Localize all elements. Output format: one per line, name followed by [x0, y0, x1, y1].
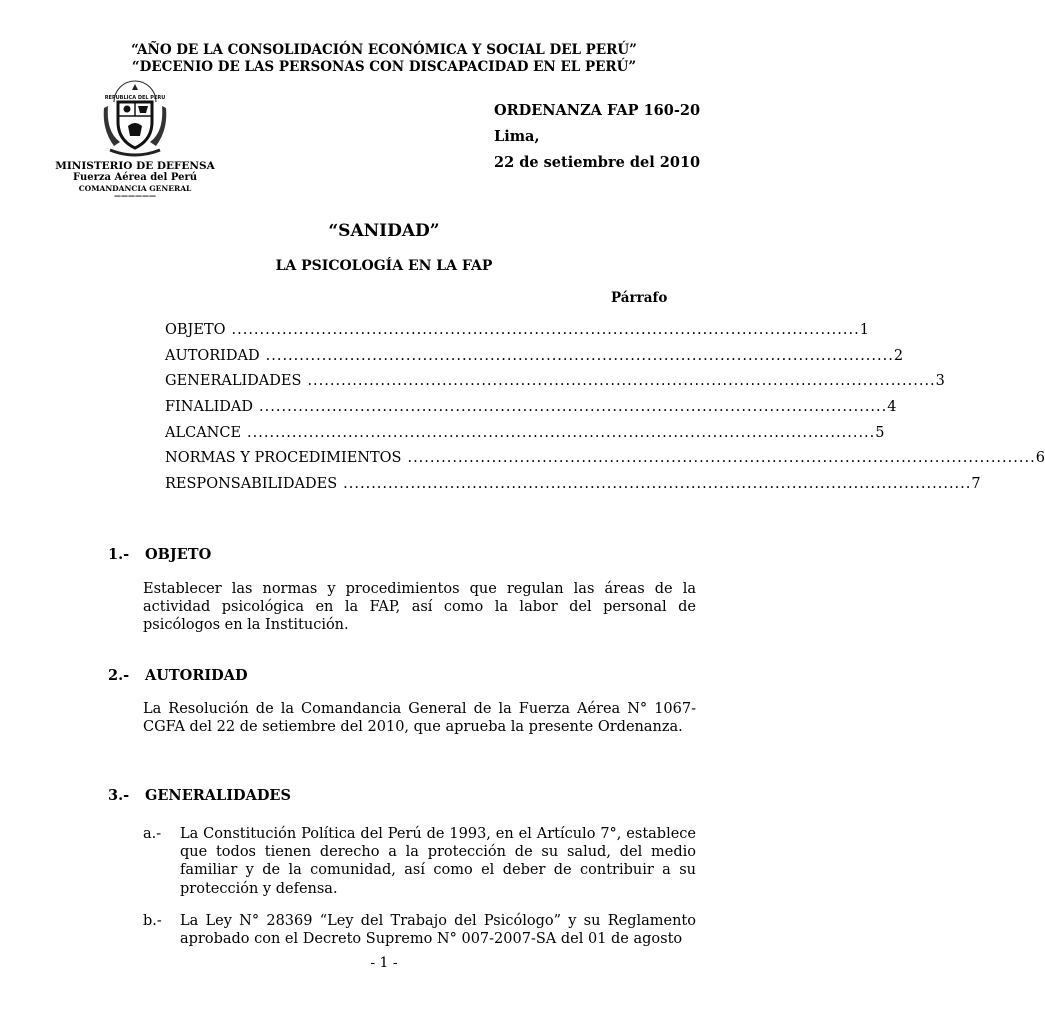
toc-label: AUTORIDAD — [165, 347, 260, 364]
toc-label: FINALIDAD — [165, 399, 254, 416]
toc-leader: ................................................................................................................ — [259, 399, 888, 416]
toc-row — [165, 373, 945, 399]
toc-number: 3 — [935, 373, 945, 390]
toc-number: 2 — [893, 347, 904, 364]
ministry-name: MINISTERIO DE DEFENSA — [55, 160, 215, 172]
section-heading-autoridad — [108, 667, 248, 684]
toc-number: 5 — [875, 424, 885, 441]
list-item-marker: a.- — [143, 826, 162, 842]
section-number: 1.- — [108, 546, 130, 563]
toc-leader: ................................................................................................................ — [265, 347, 894, 364]
toc-label: ALCANCE — [165, 424, 242, 441]
toc-number: 7 — [971, 476, 981, 493]
toc-row — [165, 450, 1045, 476]
toc-leader: ................................................................................................................ — [231, 322, 860, 338]
list-item-text: La Constitución Política del Perú de 1993, en el Artículo 7°, establece que todos tienen derecho a la protección de su salud, del medio familiar y de la comunidad, así como el deber de contribuir a su protección y defensa. — [180, 826, 696, 897]
motto-line-2: “DECENIO DE LAS PERSONAS CON DISCAPACIDAD EN EL PERÚ” — [131, 59, 637, 75]
toc-number: 4 — [887, 399, 897, 416]
toc-label: OBJETO — [165, 322, 226, 338]
motto-line-1: “AÑO DE LA CONSOLIDACIÓN ECONÓMICA Y SOCIAL DEL PERÚ” — [131, 42, 637, 58]
toc-row — [165, 347, 904, 374]
toc-row — [165, 399, 897, 425]
order-date: 22 de setiembre del 2010 — [494, 154, 701, 171]
section-number: 3.- — [108, 787, 130, 804]
list-item-marker: b.- — [143, 913, 162, 929]
table-of-contents — [165, 322, 1045, 502]
list-item-text: La Ley N° 28369 “Ley del Trabajo del Psicólogo” y su Reglamento aprobado con el Decreto Supremo N° 007-2007-SA del 01 de agosto — [180, 913, 696, 948]
list-item — [143, 825, 696, 898]
toc-label: GENERALIDADES — [165, 373, 302, 390]
page-number: - 1 - — [370, 955, 398, 971]
order-place: Lima, — [494, 128, 540, 145]
document-title: “SANIDAD” — [328, 221, 440, 241]
header-divider: —————— — [114, 191, 156, 200]
section-title: GENERALIDADES — [145, 787, 291, 804]
toc-leader: ................................................................................................................ — [307, 373, 936, 390]
section-number: 2.- — [108, 667, 130, 684]
toc-row — [165, 476, 981, 502]
section-heading-generalidades — [108, 787, 291, 804]
coat-of-arms-icon — [100, 80, 170, 160]
toc-leader: ................................................................................................................ — [407, 450, 1036, 467]
toc-leader: ................................................................................................................ — [343, 476, 972, 493]
toc-row — [165, 322, 869, 348]
toc-label: NORMAS Y PROCEDIMIENTOS — [165, 450, 402, 467]
toc-leader: ................................................................................................................ — [247, 424, 876, 441]
toc-row — [165, 424, 885, 451]
crest-text: REPUBLICA DEL PERU — [104, 95, 166, 101]
section-title: AUTORIDAD — [145, 667, 248, 684]
command-name: COMANDANCIA GENERAL — [78, 184, 192, 193]
section-text-autoridad: La Resolución de la Comandancia General de la Fuerza Aérea N° 1067-CGFA del 22 de setiembre del 2010, que aprueba la presente Ordenanza. — [143, 701, 696, 736]
institution-name: Fuerza Aérea del Perú — [73, 172, 197, 183]
section-heading-objeto — [108, 546, 211, 563]
toc-number: 1 — [859, 322, 869, 338]
section-title: OBJETO — [145, 546, 212, 563]
toc-label: RESPONSABILIDADES — [165, 476, 338, 493]
document-subtitle: LA PSICOLOGÍA EN LA FAP — [275, 258, 493, 274]
order-reference: ORDENANZA FAP 160-20 — [494, 102, 701, 119]
toc-number: 6 — [1035, 450, 1045, 467]
list-item — [143, 912, 696, 948]
section-text-objeto: Establecer las normas y procedimientos que regulan las áreas de la actividad psicológica en la FAP, así como la labor del personal de psicólogos en la Institución. — [143, 581, 696, 634]
toc-column-header: Párrafo — [611, 290, 668, 306]
